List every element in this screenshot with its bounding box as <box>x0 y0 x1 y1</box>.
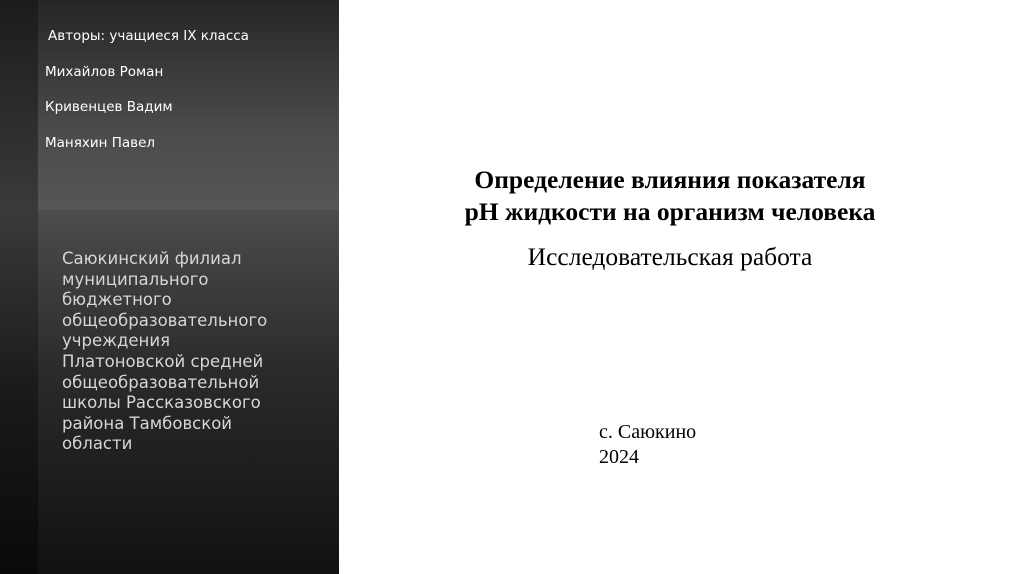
institution-line: муниципального <box>62 269 209 289</box>
institution-name <box>62 249 302 455</box>
place-name: с. Саюкино <box>599 421 697 443</box>
institution-line: общеобразовательной <box>62 372 260 392</box>
institution-line: области <box>62 434 133 454</box>
year: 2024 <box>599 446 639 468</box>
slide-title <box>390 164 950 228</box>
institution-line: школы Рассказовского <box>62 393 261 413</box>
left-bottom-strip <box>0 210 38 574</box>
institution-line: Саюкинский филиал <box>62 249 242 268</box>
left-panel <box>0 0 339 574</box>
authors-heading: Авторы: учащиеся ⅠⅩ класса <box>48 28 249 44</box>
institution-line: бюджетного <box>62 290 172 310</box>
author-name: Кривенцев Вадим <box>45 99 173 115</box>
institution-line: общеобразовательного <box>62 310 268 330</box>
left-top-strip <box>0 0 38 210</box>
title-line: pH жидкости на организм человека <box>464 197 876 226</box>
slide-subtitle: Исследовательская работа <box>527 242 813 271</box>
institution-line: района Тамбовской <box>62 413 233 433</box>
institution-line: учреждения <box>62 331 170 351</box>
author-name: Михайлов Роман <box>45 64 164 80</box>
author-name: Маняхин Павел <box>45 135 156 151</box>
title-line: Определение влияния показателя <box>474 165 866 194</box>
institution-line: Платоновской средней <box>62 351 264 371</box>
